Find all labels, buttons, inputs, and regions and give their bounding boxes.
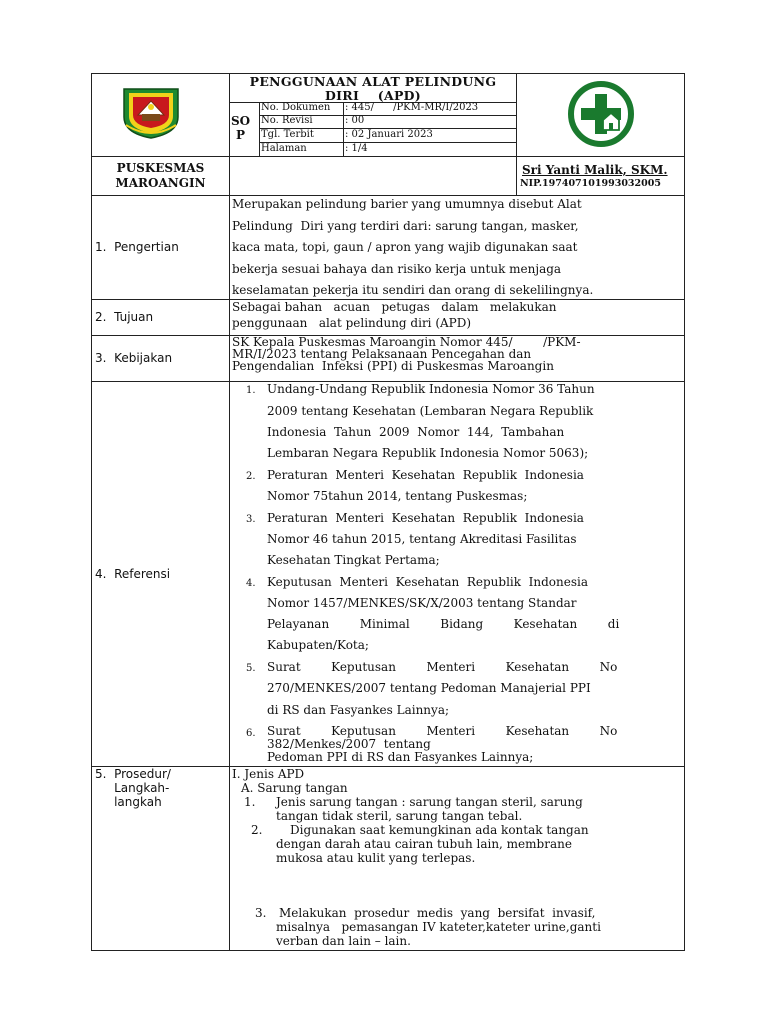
prosedur-subheading: A. Sarung tangan — [241, 781, 348, 795]
referensi-line: Surat Keputusan Menteri Kesehatan No — [267, 724, 618, 738]
tujuan-line: penggunaan alat pelindung diri (APD) — [232, 316, 472, 330]
prosedur-line: Jenis sarung tangan : sarung tangan steril, sarung — [276, 795, 583, 809]
referensi-line: Nomor 1457/MENKES/SK/X/2003 tentang Standar — [267, 596, 577, 610]
meta-value-document-no: : 445/ /PKM-MR/I/2023 — [345, 102, 479, 113]
prosedur-line: misalnya pemasangan IV kateter,kateter urine,ganti — [276, 920, 601, 934]
section-label-pengertian: 1. Pengertian — [95, 240, 179, 254]
signer-nip: NIP.197407101993032005 — [520, 178, 661, 189]
referensi-item-number: 5. — [246, 663, 256, 674]
meta-label-revision: No. Revisi — [261, 115, 313, 126]
prosedur-step-number: 1. — [244, 795, 256, 809]
pengertian-line: Pelindung Diri yang terdiri dari: sarung tangan, masker, — [232, 219, 579, 233]
referensi-item-number: 2. — [246, 471, 256, 482]
section-label-kebijakan: 3. Kebijakan — [95, 351, 173, 365]
prosedur-line: verban dan lain – lain. — [276, 934, 411, 948]
section-label-prosedur: Langkah- — [95, 781, 170, 795]
org-name-line2: MAROANGIN — [115, 176, 206, 190]
meta-value-cell-2 — [343, 115, 517, 129]
kebijakan-line: Pengendalian Infeksi (PPI) di Puskesmas Maroangin — [232, 359, 554, 373]
pengertian-line: bekerja sesuai bahaya dan risiko kerja untuk menjaga — [232, 262, 562, 276]
pengertian-line: keselamatan pekerja itu sendiri dan orang di sekelilingnya. — [232, 283, 594, 297]
prosedur-line: Digunakan saat kemungkinan ada kontak tangan — [290, 823, 589, 837]
referensi-line: Nomor 75tahun 2014, tentang Puskesmas; — [267, 489, 528, 503]
meta-label-document-no: No. Dokumen — [261, 102, 331, 113]
regency-emblem-icon — [120, 85, 182, 140]
referensi-line: di RS dan Fasyankes Lainnya; — [267, 703, 450, 717]
prosedur-line: Melakukan prosedur medis yang bersifat invasif, — [279, 906, 596, 920]
prosedur-line: tangan tidak steril, sarung tangan tebal. — [276, 809, 523, 823]
meta-label-page: Halaman — [261, 143, 307, 154]
meta-value-issue-date: : 02 Januari 2023 — [345, 129, 433, 140]
referensi-item-number: 3. — [246, 514, 256, 525]
section-label-referensi: 4. Referensi — [95, 567, 171, 581]
referensi-line: 382/Menkes/2007 tentang — [267, 737, 431, 751]
tujuan-line: Sebagai bahan acuan petugas dalam melakukan — [232, 300, 557, 314]
referensi-line: Peraturan Menteri Kesehatan Republik Indonesia — [267, 511, 584, 525]
referensi-item-number: 6. — [246, 728, 256, 739]
referensi-line: Indonesia Tahun 2009 Nomor 144, Tambahan — [267, 425, 565, 439]
referensi-line: Keputusan Menteri Kesehatan Republik Indonesia — [267, 575, 588, 589]
referensi-item-number: 1. — [246, 385, 256, 396]
kebijakan-line: SK Kepala Puskesmas Maroangin Nomor 445/ /PKM- — [232, 335, 581, 349]
referensi-line: Surat Keputusan Menteri Kesehatan No — [267, 660, 618, 674]
prosedur-step-number: 3. — [255, 906, 267, 920]
document-title-line2: DIRI (APD) — [325, 88, 421, 103]
pengertian-line: Merupakan pelindung barier yang umumnya disebut Alat — [232, 197, 582, 211]
org-name-line1: PUSKESMAS — [116, 161, 205, 175]
prosedur-line: mukosa atau kulit yang terlepas. — [276, 851, 476, 865]
meta-value-cell-4 — [343, 142, 517, 157]
sop-label-line1: SO — [231, 114, 251, 128]
prosedur-line: dengan darah atau cairan tubuh lain, membrane — [276, 837, 572, 851]
section-label-tujuan: 2. Tujuan — [95, 310, 154, 324]
meta-value-revision: : 00 — [345, 115, 365, 126]
prosedur-heading: I. Jenis APD — [232, 767, 305, 781]
referensi-item-number: 4. — [246, 578, 256, 589]
header-blank-cell — [229, 156, 517, 196]
referensi-line: Kabupaten/Kota; — [267, 638, 369, 652]
section-label-prosedur: langkah — [95, 795, 162, 809]
meta-label-issue-date: Tgl. Terbit — [261, 129, 314, 140]
referensi-line: 2009 tentang Kesehatan (Lembaran Negara Republik — [267, 404, 594, 418]
document-title-line1: PENGGUNAAN ALAT PELINDUNG — [249, 74, 497, 89]
referensi-line: Lembaran Negara Republik Indonesia Nomor 5063); — [267, 446, 589, 460]
meta-value-page: : 1/4 — [345, 143, 368, 154]
kebijakan-line: MR/I/2023 tentang Pelaksanaan Pencegahan dan — [232, 347, 532, 361]
referensi-line: Pedoman PPI di RS dan Fasyankes Lainnya; — [267, 750, 534, 764]
section-label-prosedur: 5. Prosedur/ — [95, 767, 171, 781]
referensi-line: Undang-Undang Republik Indonesia Nomor 36 Tahun — [267, 382, 595, 396]
puskesmas-logo-icon — [567, 80, 635, 148]
pengertian-line: kaca mata, topi, gaun / apron yang wajib digunakan saat — [232, 240, 578, 254]
signer-name: Sri Yanti Malik, SKM. — [522, 163, 668, 177]
prosedur-step-number: 2. — [251, 823, 263, 837]
referensi-line: Pelayanan Minimal Bidang Kesehatan di — [267, 617, 620, 631]
sop-label-line2: P — [236, 128, 246, 142]
referensi-line: Kesehatan Tingkat Pertama; — [267, 553, 440, 567]
referensi-line: Nomor 46 tahun 2015, tentang Akreditasi Fasilitas — [267, 532, 577, 546]
referensi-line: Peraturan Menteri Kesehatan Republik Indonesia — [267, 468, 584, 482]
referensi-line: 270/MENKES/2007 tentang Pedoman Manajerial PPI — [267, 681, 591, 695]
